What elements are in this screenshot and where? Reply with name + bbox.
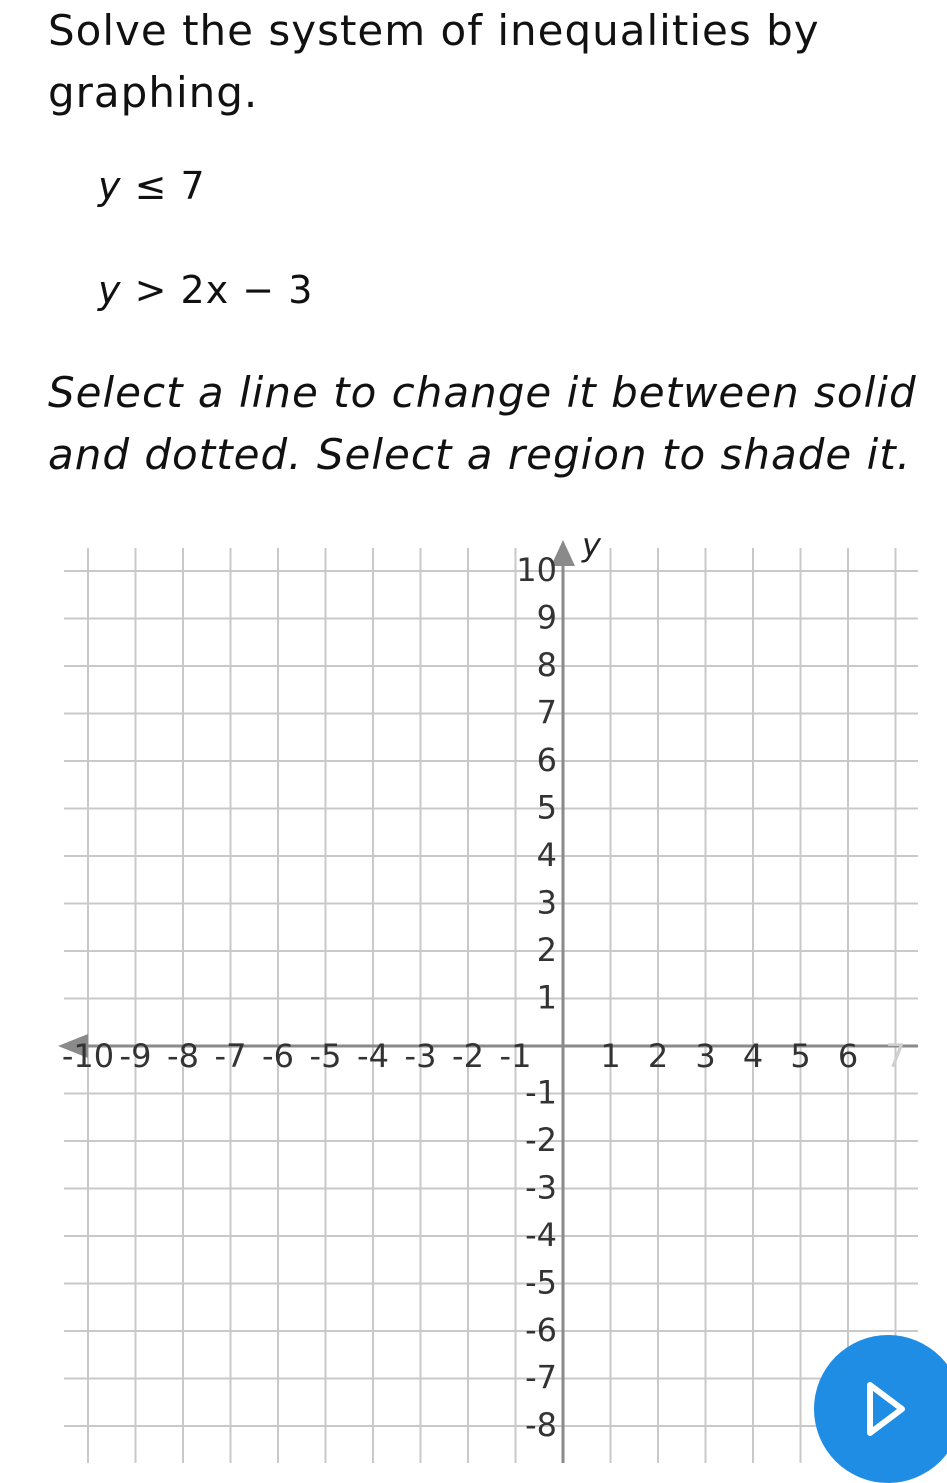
x-tick-label: 4 (742, 1037, 764, 1075)
x-axis-tick-labels (62, 1037, 906, 1075)
y-tick-label: -4 (525, 1216, 557, 1254)
x-tick-label: 6 (837, 1037, 859, 1075)
y-tick-label: -7 (525, 1358, 557, 1397)
x-tick-label: 5 (790, 1037, 811, 1075)
x-tick-label: -6 (262, 1037, 294, 1075)
y-tick-label: -2 (525, 1121, 557, 1159)
y-tick-label: 10 (516, 551, 557, 589)
y-tick-label: 5 (536, 788, 557, 827)
inequality-1 (98, 164, 206, 208)
x-tick-label: -5 (309, 1037, 342, 1075)
play-icon (866, 1381, 906, 1437)
y-tick-label: 3 (536, 883, 557, 922)
y-tick-label: 4 (536, 836, 557, 874)
x-tick-label: -2 (452, 1037, 484, 1075)
axes (58, 540, 918, 1463)
inequality-2-lhs: y (98, 268, 122, 312)
y-tick-label: -8 (525, 1406, 557, 1444)
y-tick-label: 2 (536, 931, 557, 969)
x-tick-label: -10 (61, 1037, 115, 1075)
inequality-1-rhs: 7 (180, 164, 206, 208)
x-tick-label: -8 (167, 1037, 199, 1075)
x-tick-label: 2 (647, 1037, 669, 1075)
y-tick-label: 9 (536, 598, 557, 637)
y-tick-label: 7 (536, 693, 557, 732)
graph-canvas[interactable] (0, 500, 947, 1463)
y-tick-label: 8 (536, 646, 557, 684)
instructions-text: Select a line to change it between solid and dotted. Select a region to shade it. (48, 368, 917, 479)
x-tick-label: 1 (600, 1037, 621, 1075)
inequality-2-rhs: 2x − 3 (180, 268, 314, 312)
y-axis-label: y (582, 526, 601, 564)
x-tick-label: 7 (885, 1037, 906, 1075)
y-tick-label: -1 (525, 1073, 557, 1112)
coordinate-graph[interactable] (0, 500, 947, 1463)
question-prompt: Solve the system of inequalities by graphing. (48, 6, 820, 117)
inequality-1-lhs: y (98, 164, 122, 208)
x-tick-label: -1 (499, 1037, 532, 1075)
x-tick-label: -3 (404, 1037, 437, 1075)
y-tick-label: 6 (536, 741, 557, 779)
x-tick-label: -4 (357, 1037, 389, 1075)
grid-lines (61, 548, 918, 1463)
x-tick-label: -9 (119, 1037, 152, 1075)
y-tick-label: 1 (536, 978, 557, 1017)
y-tick-label: -3 (525, 1168, 557, 1207)
y-tick-label: -6 (525, 1311, 557, 1349)
inequality-2 (98, 268, 313, 312)
inequality-1-operator: ≤ (134, 164, 168, 208)
x-tick-label: -7 (214, 1037, 247, 1075)
y-tick-label: -5 (525, 1263, 557, 1302)
inequality-2-operator: > (134, 268, 168, 312)
x-tick-label: 3 (695, 1037, 716, 1075)
